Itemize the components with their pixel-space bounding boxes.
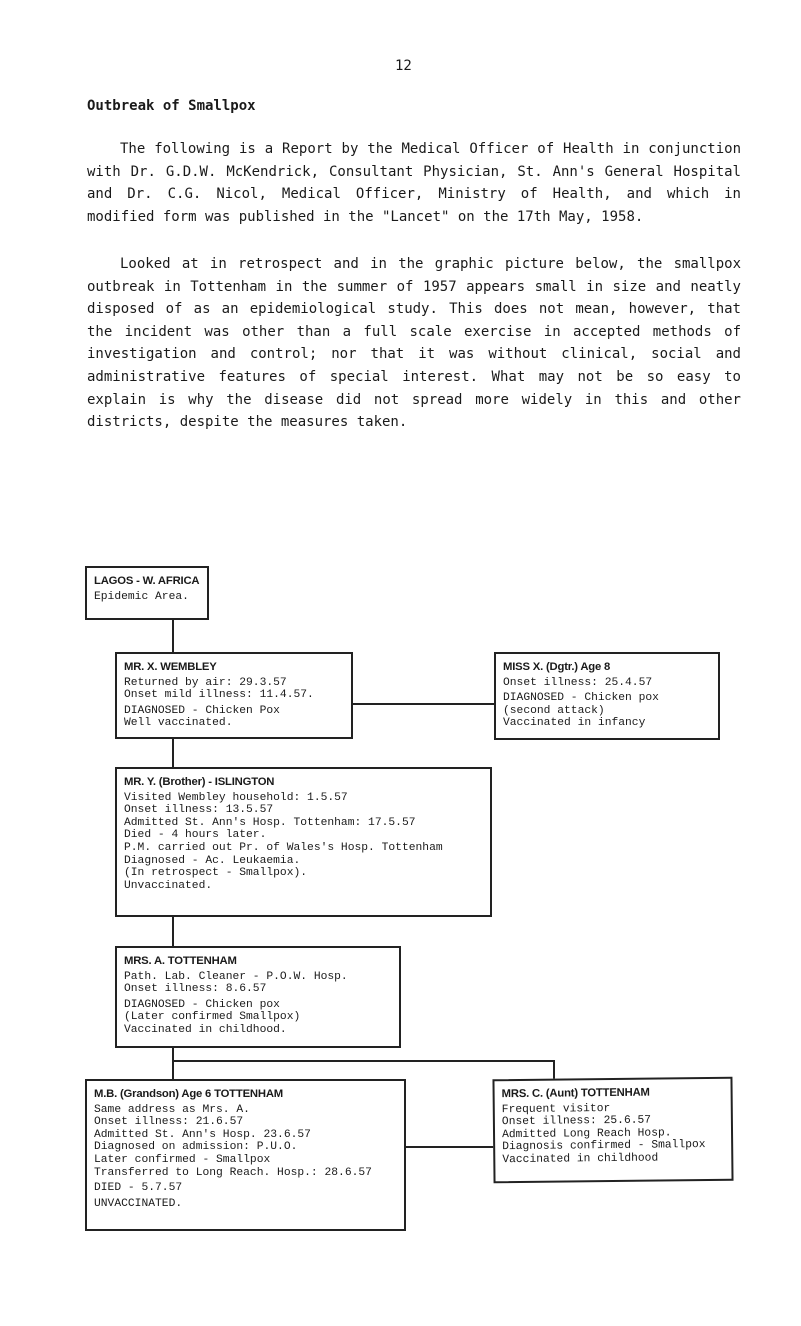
paragraph-retrospect: Looked at in retrospect and in the graphic picture below, the smallpox outbreak in Tottenham in the summer of 1957 appears small in size and neatly disposed of as an epidemiological study. This does not mean, however, that the incident was other than a full scale exercise in accepted methods of investigation and control; nor that it was without clinical, social and administrative features of special interest. What may not be so easy to explain is why the disease did not spread more widely in this and other districts, despite the measures taken. [87, 256, 741, 431]
box-line: Returned by air: 29.3.57 [124, 676, 287, 689]
box-mrs-c-aunt [492, 1077, 733, 1184]
box-line: DIED - 5.7.57 [94, 1182, 183, 1195]
page-number: 12 [395, 58, 412, 74]
box-title: M.B. (Grandson) Age 6 TOTTENHAM [94, 1088, 283, 1100]
box-title: MR. X. WEMBLEY [124, 661, 217, 673]
box-line: Admitted St. Ann's Hosp. 23.6.57 [94, 1128, 311, 1141]
box-line: UNVACCINATED. [94, 1197, 183, 1210]
box-line: Onset illness: 25.6.57 [501, 1114, 652, 1129]
box-grandson [85, 1079, 406, 1231]
box-line: Diagnosed - Ac. Leukaemia. [124, 854, 301, 867]
box-line: Transferred to Long Reach. Hosp.: 28.6.57 [94, 1166, 372, 1179]
section-heading: Outbreak of Smallpox [87, 98, 256, 114]
connector-wembley-missx [351, 703, 496, 705]
connector-lagos-wembley [172, 619, 174, 653]
box-line: Onset illness: 21.6.57 [94, 1116, 244, 1129]
box-line: (Later confirmed Smallpox) [124, 1011, 301, 1024]
box-mr-x-wembley [115, 652, 353, 739]
box-line: Vaccinated in childhood. [124, 1023, 287, 1036]
box-title: MR. Y. (Brother) - ISLINGTON [124, 776, 275, 788]
box-line: Vaccinated in infancy [503, 717, 646, 730]
box-title: MISS X. (Dgtr.) Age 8 [503, 661, 611, 673]
connector-mrsa-down [172, 1046, 174, 1080]
box-line: Admitted Long Reach Hosp. [501, 1127, 672, 1141]
connector-grandson-aunt [404, 1146, 494, 1148]
box-line: Onset illness: 25.4.57 [503, 676, 653, 689]
box-line: Same address as Mrs. A. [94, 1103, 250, 1116]
box-line: Visited Wembley household: 1.5.57 [124, 791, 348, 804]
box-line: Onset illness: 13.5.57 [124, 804, 274, 817]
box-line: Died - 4 hours later. [124, 829, 267, 842]
box-mrs-a-tottenham [115, 946, 401, 1048]
connector-branch-aunt [553, 1060, 555, 1080]
box-line: Diagnosis confirmed - Smallpox [502, 1139, 706, 1154]
box-title: MRS. A. TOTTENHAM [124, 955, 237, 967]
box-line: Unvaccinated. [124, 879, 213, 892]
box-line: Later confirmed - Smallpox [94, 1153, 271, 1166]
box-line: Admitted St. Ann's Hosp. Tottenham: 17.5.57 [124, 816, 416, 829]
box-title: LAGOS - W. AFRICA [94, 575, 200, 587]
paragraph-intro: The following is a Report by the Medical Officer of Health in conjunction with Dr. G.D.W. McKendrick, Consultant Physician, St. Ann's General Hospital and Dr. C.G. Nicol, Medical Officer, Ministry of Health, and which in modified form was published in the "Lancet" on the 17th May, 1958. [87, 141, 741, 225]
box-line: Onset illness: 8.6.57 [124, 983, 267, 996]
box-line: (second attack) [503, 704, 605, 717]
box-line: Vaccinated in childhood [502, 1152, 659, 1167]
box-line: Well vaccinated. [124, 717, 233, 730]
box-line: Frequent visitor [501, 1102, 611, 1116]
box-line: DIAGNOSED - Chicken pox [124, 998, 280, 1011]
box-line: P.M. carried out Pr. of Wales's Hosp. Tottenham [124, 841, 443, 854]
connector-islington-mrsa [172, 915, 174, 948]
box-line: Path. Lab. Cleaner - P.O.W. Hosp. [124, 970, 348, 983]
box-line: DIAGNOSED - Chicken Pox [124, 704, 280, 717]
box-line: Diagnosed on admission: P.U.O. [94, 1141, 298, 1154]
box-line: Onset mild illness: 11.4.57. [124, 689, 314, 702]
connector-wembley-islington [172, 737, 174, 768]
box-line: (In retrospect - Smallpox). [124, 867, 308, 880]
box-title: MRS. C. (Aunt) TOTTENHAM [501, 1086, 650, 1101]
box-miss-x [494, 652, 720, 740]
box-mr-y-islington [115, 767, 492, 917]
box-lagos [85, 566, 209, 620]
connector-mrsa-branch [172, 1060, 555, 1062]
box-line: Epidemic Area. [94, 590, 189, 603]
box-line: DIAGNOSED - Chicken pox [503, 692, 659, 705]
